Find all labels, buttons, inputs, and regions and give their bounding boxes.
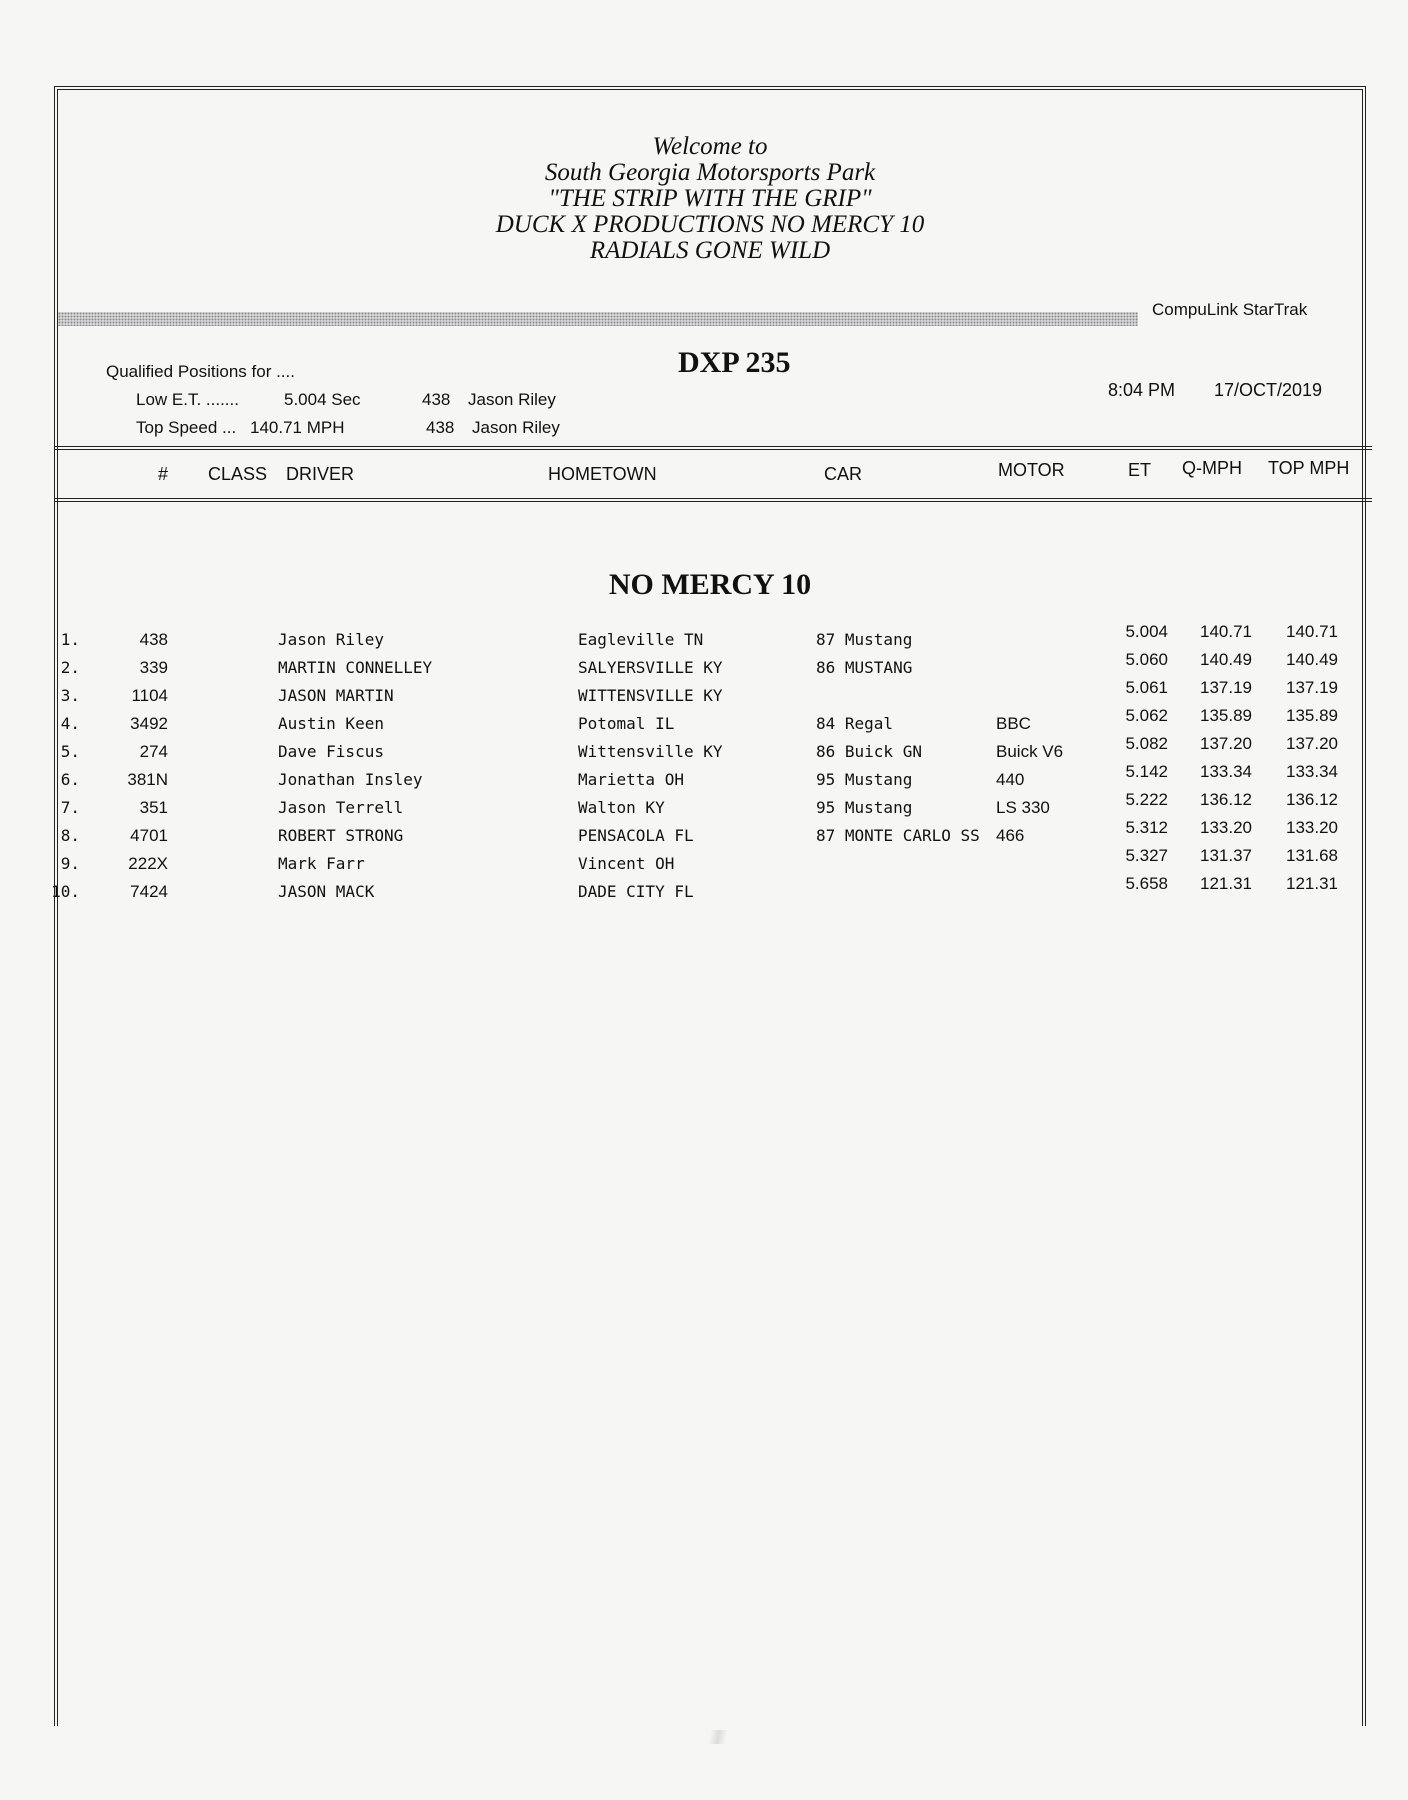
dotted-divider [58,312,1138,326]
cell-qmph: 135.89 [1200,706,1252,725]
col-hometown: HOMETOWN [548,464,657,484]
event-header [58,134,1362,264]
top-speed-num: 438 [426,418,455,437]
cell-position: 9. [60,854,80,873]
cell-topmph: 137.20 [1286,734,1338,753]
header-rule [54,446,1372,450]
cell-topmph: 133.20 [1286,818,1338,837]
cell-et: 5.004 [1125,622,1168,641]
table-row [58,818,1370,852]
cell-number: 438 [139,630,168,649]
cell-number: 339 [139,658,168,677]
col-topmph: TOP MPH [1268,458,1350,478]
cell-et: 5.061 [1125,678,1168,697]
cell-position: 10. [51,882,80,901]
low-et-value: 5.004 Sec [284,390,361,409]
paper-fold [698,1730,738,1744]
cell-et: 5.312 [1125,818,1168,837]
top-speed-driver: Jason Riley [472,418,560,437]
cell-position: 5. [60,742,80,761]
cell-hometown: PENSACOLA FL [578,826,694,845]
cell-hometown: SALYERSVILLE KY [578,658,723,677]
vendor-label: CompuLink StarTrak [1152,300,1308,319]
cell-position: 8. [60,826,80,845]
cell-driver: JASON MARTIN [278,686,394,705]
header-line: RADIALS GONE WILD [589,237,831,264]
results-sheet [51,86,1366,1726]
columns-rule [54,498,1372,502]
cell-number: 351 [139,798,168,817]
col-car: CAR [824,464,863,484]
cell-topmph: 137.19 [1286,678,1338,697]
cell-car: 95 Mustang [816,770,913,789]
cell-position: 7. [60,798,80,817]
cell-hometown: WITTENSVILLE KY [578,686,723,705]
cell-topmph: 136.12 [1286,790,1338,809]
low-et-label: Low E.T. ....... [136,390,239,409]
cell-et: 5.062 [1125,706,1168,725]
cell-motor: BBC [996,714,1031,733]
header-line: "THE STRIP WITH THE GRIP" [548,185,872,212]
cell-driver: Dave Fiscus [278,742,384,761]
col-driver: DRIVER [286,464,355,484]
table-row [58,650,1370,684]
cell-position: 4. [60,714,80,733]
cell-driver: Jason Riley [278,630,384,649]
cell-car: 87 Mustang [816,630,913,649]
cell-driver: Mark Farr [278,854,365,873]
cell-position: 6. [60,770,80,789]
cell-qmph: 133.20 [1200,818,1252,837]
cell-number: 222X [128,854,168,873]
event-code: DXP 235 [678,346,791,379]
col-class: CLASS [208,464,268,484]
cell-hometown: Vincent OH [578,854,675,873]
table-row [58,790,1370,824]
cell-hometown: DADE CITY FL [578,882,694,901]
report-time: 8:04 PM [1108,380,1176,400]
cell-qmph: 137.19 [1200,678,1252,697]
cell-et: 5.082 [1125,734,1168,753]
cell-qmph: 140.71 [1200,622,1252,641]
cell-driver: Jason Terrell [278,798,404,817]
section-title: NO MERCY 10 [608,568,812,601]
cell-position: 2. [60,658,80,677]
col-num: # [158,464,169,484]
cell-motor: Buick V6 [996,742,1064,761]
cell-hometown: Walton KY [578,798,665,817]
cell-driver: MARTIN CONNELLEY [278,658,433,677]
cell-topmph: 133.34 [1286,762,1338,781]
cell-qmph: 137.20 [1200,734,1252,753]
cell-car: 87 MONTE CARLO SS [816,826,980,845]
cell-et: 5.142 [1125,762,1168,781]
cell-car: 95 Mustang [816,798,913,817]
cell-driver: ROBERT STRONG [278,826,404,845]
cell-number: 7424 [130,882,168,901]
cell-hometown: Wittensville KY [578,742,723,761]
cell-number: 274 [139,742,168,761]
cell-qmph: 131.37 [1200,846,1252,865]
cell-et: 5.327 [1125,846,1168,865]
cell-position: 3. [60,686,80,705]
cell-hometown: Eagleville TN [578,630,704,649]
col-motor: MOTOR [998,460,1065,480]
low-et-num: 438 [422,390,451,409]
table-row [58,762,1370,796]
cell-topmph: 131.68 [1286,846,1338,865]
cell-motor: 440 [996,770,1025,789]
col-et: ET [1128,460,1152,480]
cell-number: 3492 [130,714,168,733]
col-qmph: Q-MPH [1182,458,1242,478]
top-speed-value: 140.71 MPH [250,418,345,437]
cell-driver: JASON MACK [278,882,375,901]
cell-number: 1104 [131,686,168,705]
header-line: DUCK X PRODUCTIONS NO MERCY 10 [495,211,925,238]
cell-qmph: 121.31 [1200,874,1252,893]
cell-topmph: 121.31 [1286,874,1338,893]
cell-position: 1. [60,630,80,649]
cell-number: 4701 [130,826,168,845]
low-et-driver: Jason Riley [468,390,556,409]
cell-qmph: 133.34 [1200,762,1252,781]
cell-et: 5.060 [1125,650,1168,669]
cell-hometown: Potomal IL [578,714,675,733]
cell-number: 381N [127,770,168,789]
qualified-title: Qualified Positions for .... [106,362,295,381]
cell-et: 5.658 [1125,874,1168,893]
table-row [58,678,1370,712]
cell-driver: Jonathan Insley [278,770,423,789]
header-line: South Georgia Motorsports Park [544,159,876,186]
cell-motor: 466 [996,826,1025,845]
cell-topmph: 135.89 [1286,706,1338,725]
cell-driver: Austin Keen [278,714,384,733]
cell-et: 5.222 [1125,790,1168,809]
cell-car: 84 Regal [816,714,894,733]
cell-qmph: 136.12 [1200,790,1252,809]
header-line: Welcome to [652,133,768,160]
cell-car: 86 MUSTANG [816,658,913,677]
cell-topmph: 140.49 [1286,650,1338,669]
cell-hometown: Marietta OH [578,770,684,789]
top-speed-label: Top Speed ... [136,418,237,437]
table-row [58,706,1370,740]
cell-qmph: 140.49 [1200,650,1252,669]
table-row [58,734,1370,768]
cell-motor: LS 330 [996,798,1050,817]
table-row [51,874,1370,908]
cell-topmph: 140.71 [1286,622,1338,641]
report-date: 17/OCT/2019 [1214,380,1323,400]
table-row [58,846,1370,880]
table-row [58,622,1370,656]
cell-car: 86 Buick GN [816,742,922,761]
